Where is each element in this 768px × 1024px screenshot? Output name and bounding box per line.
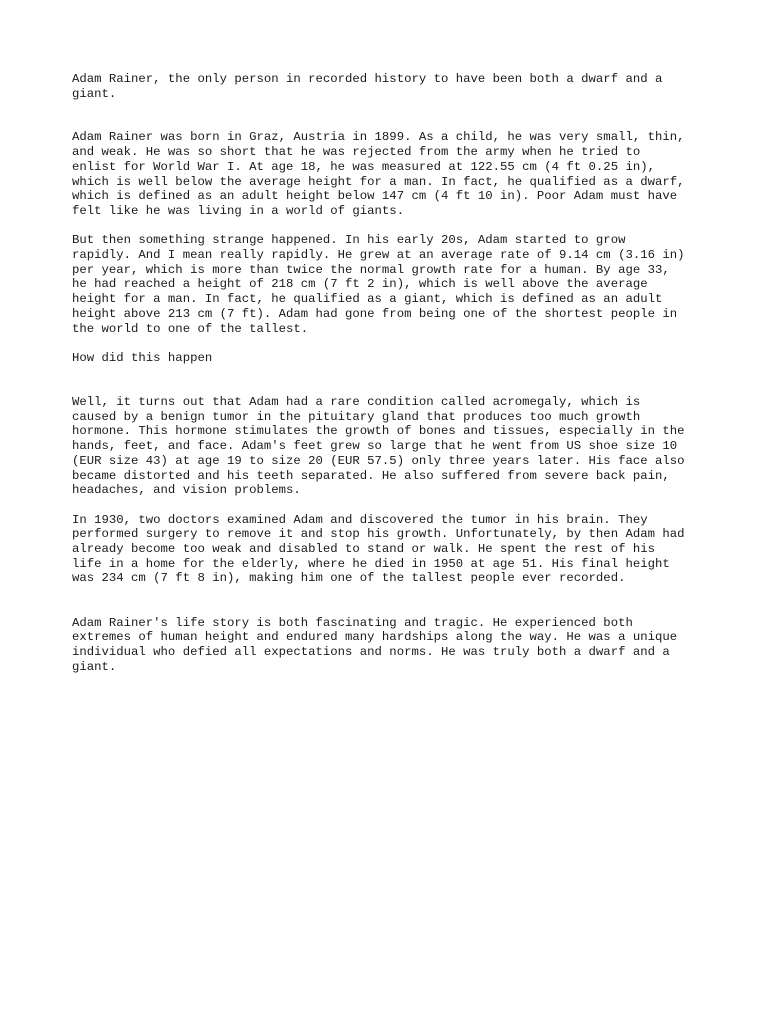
paragraph-growth-giant: But then something strange happened. In his early 20s, Adam started to grow rapidly. And I mean really rapidly. He grew at an average rate of 9.14 cm (3.16 in) per year, which is more than twice the normal growth rate for a human. By age 33, he had reached a height of 218 cm (7 ft 2 in), which is well above the average height for a man. In fact, he qualified as a giant, which is defined as an adult height above 213 cm (7 ft). Adam had gone from being one of the shortest people in the world to one of the tallest. — [72, 233, 685, 336]
paragraph-conclusion: Adam Rainer's life story is both fascinating and tragic. He experienced both extremes of human height and endured many hardships along the way. He was a unique individual who defied all expectations and norms. He was truly both a dwarf and a giant. — [72, 615, 678, 674]
title-paragraph: Adam Rainer, the only person in recorded history to have been both a dwarf and a giant. — [72, 72, 663, 101]
paragraph-acromegaly: Well, it turns out that Adam had a rare condition called acromegaly, which is caused by a benign tumor in the pituitary gland that produces too much growth hormone. This hormone stimulates the growth of bones and tissues, especially in the hands, feet, and face. Adam's feet grew so large that he went from US shoe size 10 (EUR size 43) at age 19 to size 20 (EUR 57.5) only three years later. His face also became distorted and his teeth separated. He also suffered from severe back pain, headaches, and vision problems. — [72, 395, 685, 498]
section-heading: How did this happen — [72, 350, 213, 365]
paragraph-surgery: In 1930, two doctors examined Adam and discovered the tumor in his brain. They performed surgery to remove it and stop his growth. Unfortunately, by then Adam had already become too weak and disabled to stand or walk. He spent the rest of his life in a home for the elderly, where he died in 1950 at age 51. His final height was 234 cm (7 ft 8 in), making him one of the tallest people ever recorded. — [72, 512, 685, 586]
paragraph-birth-dwarf: Adam Rainer was born in Graz, Austria in 1899. As a child, he was very small, thin, and weak. He was so short that he was rejected from the army when he tried to enlist for World War I. At age 18, he was measured at 122.55 cm (4 ft 0.25 in), which is well below the average height for a man. In fact, he qualified as a dwarf, which is defined as an adult height below 147 cm (4 ft 10 in). Poor Adam must have felt like he was living in a world of giants. — [72, 130, 685, 218]
document-page — [72, 72, 712, 674]
